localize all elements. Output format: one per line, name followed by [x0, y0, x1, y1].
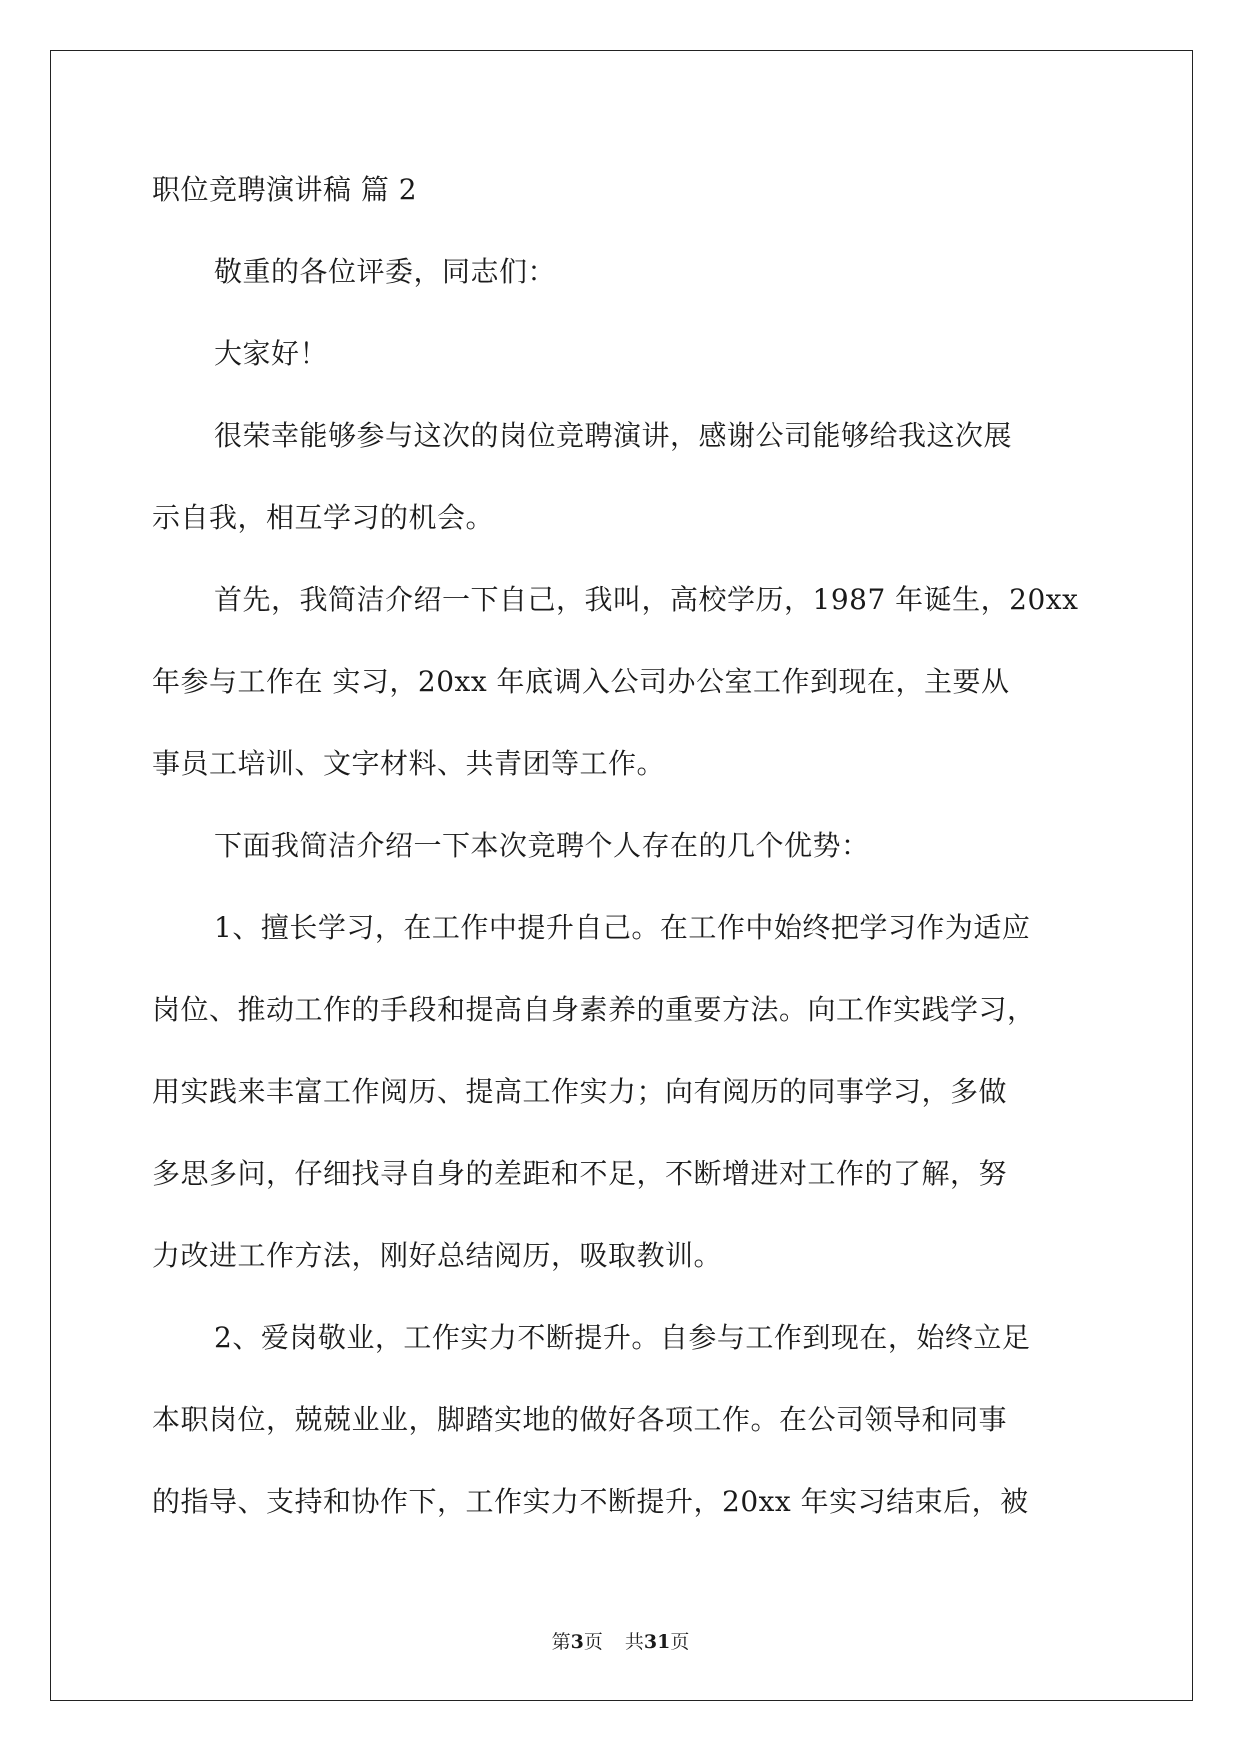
paragraph-line: 年参与工作在 实习，20xx 年底调入公司办公室工作到现在，主要从 [152, 665, 1010, 698]
paragraph-line: 很荣幸能够参与这次的岗位竞聘演讲，感谢公司能够给我这次展 [214, 419, 1013, 452]
page-prefix: 第 [551, 1631, 571, 1653]
paragraph-line: 示自我，相互学习的机会。 [152, 501, 495, 534]
paragraph-line: 1、擅长学习，在工作中提升自己。在工作中始终把学习作为适应 [214, 911, 1031, 944]
paragraph-line: 本职岗位，兢兢业业，脚踏实地的做好各项工作。在公司领导和同事 [152, 1403, 1008, 1436]
page-footer [0, 1630, 1241, 1654]
page-suffix: 页 [583, 1631, 603, 1653]
paragraph-line: 下面我简洁介绍一下本次竞聘个人存在的几个优势： [214, 829, 870, 862]
total-suffix: 页 [670, 1631, 690, 1653]
page-border [50, 50, 1193, 1701]
paragraph-line: 的指导、支持和协作下，工作实力不断提升，20xx 年实习结束后，被 [152, 1485, 1029, 1518]
paragraph-line: 多思多问，仔细找寻自身的差距和不足，不断增进对工作的了解，努 [152, 1157, 1008, 1190]
salutation-line: 敬重的各位评委，同志们： [214, 255, 557, 288]
paragraph-line: 2、爱岗敬业，工作实力不断提升。自参与工作到现在，始终立足 [214, 1321, 1031, 1354]
total-prefix: 共 [624, 1631, 644, 1653]
current-page-number: 3 [570, 1631, 584, 1653]
document-title: 职位竞聘演讲稿 篇 2 [152, 173, 418, 206]
paragraph-line: 事员工培训、文字材料、共青团等工作。 [152, 747, 666, 780]
paragraph-line: 力改进工作方法，刚好总结阅历，吸取教训。 [152, 1239, 723, 1272]
paragraph-line: 岗位、推动工作的手段和提高自身素养的重要方法。向工作实践学习， [152, 993, 1036, 1026]
total-page-count: 31 [643, 1631, 671, 1653]
paragraph-line: 用实践来丰富工作阅历、提高工作实力；向有阅历的同事学习，多做 [152, 1075, 1008, 1108]
paragraph-line: 首先，我简洁介绍一下自己，我叫，高校学历，1987 年诞生，20xx [214, 583, 1079, 616]
greeting-line: 大家好！ [214, 337, 329, 370]
